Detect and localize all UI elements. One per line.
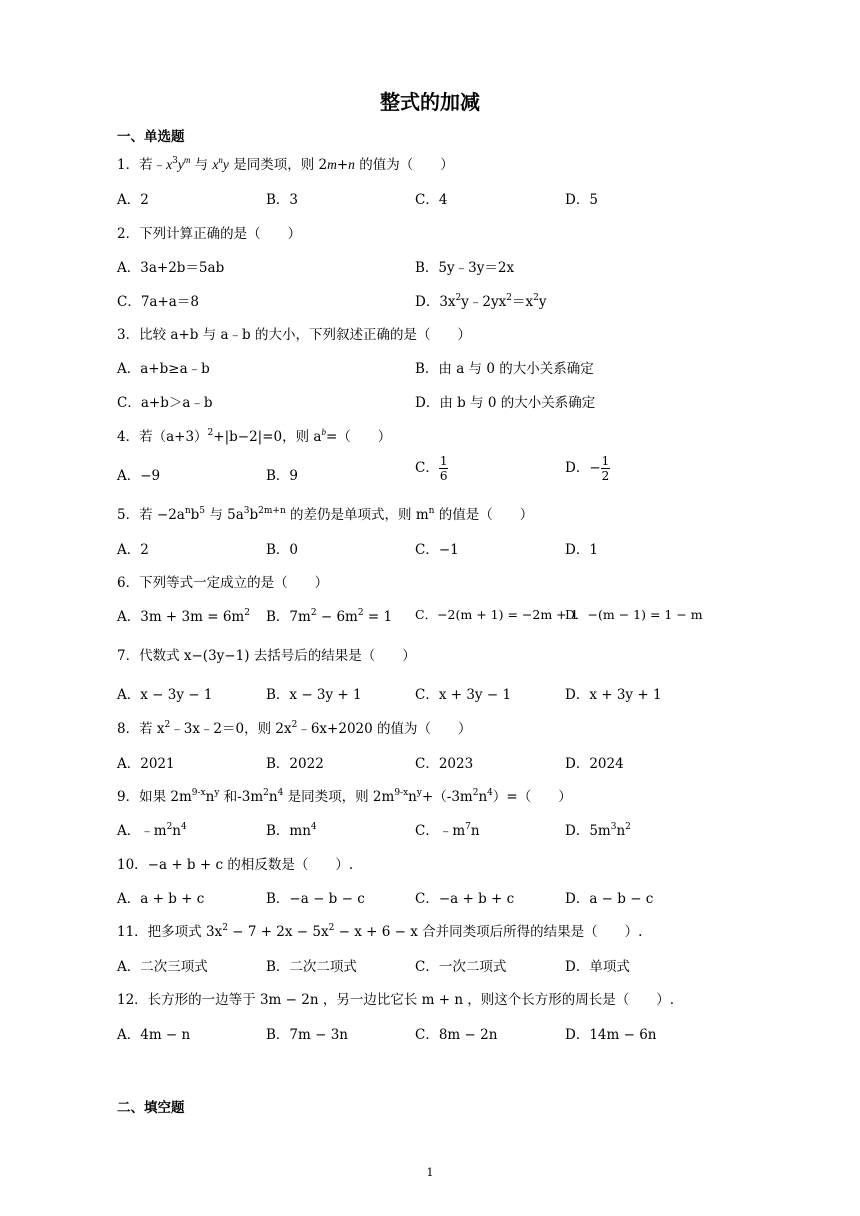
question-12: 12．长方形的一边等于 3m − 2n ，另一边比它长 m + n ，则这个长方形的周长是（ ）. (117, 992, 675, 1008)
q4-option-b: B．9 (266, 468, 299, 484)
question-7: 7．代数式 x−(3y−1) 去括号后的结果是（ ） (117, 648, 416, 664)
q10-option-a: A．a + b + c (117, 891, 205, 907)
q1-option-b: B．3 (266, 192, 299, 208)
q8-option-c: C．2023 (415, 756, 474, 772)
q2-option-a: A．3a+2b＝5ab (117, 260, 225, 276)
question-3: 3．比较 a+b 与 a﹣b 的大小，下列叙述正确的是（ ） (117, 327, 471, 343)
q2-option-d: D．$3x^2y﹣2yx^2=x^2y$ (415, 293, 547, 310)
q11-option-b: B．二次二项式 (266, 959, 357, 975)
q10-option-b: B．−a − b − c (266, 891, 365, 907)
q6-option-b: B．$7m^2 - 6m^2 = 1$ (266, 608, 393, 625)
q3-option-c: C．a+b＞a﹣b (117, 395, 213, 411)
q6-option-c: C．−2(m + 1) = −2m + 1 (415, 607, 579, 622)
q7-option-d: D．x + 3y + 1 (565, 687, 662, 703)
fraction: $\frac{1}{6}$ (439, 454, 448, 483)
q4-option-a: A．−9 (117, 468, 161, 484)
q7-option-c: C．x + 3y − 1 (415, 687, 512, 703)
q4-option-c: C． $\frac{1}{6}$ (415, 454, 448, 483)
q4-option-d: D．− $\frac{1}{2}$ (565, 454, 610, 483)
q1-option-c: C．4 (415, 192, 448, 208)
q10-option-c: C．−a + b + c (415, 891, 515, 907)
section-heading-single-choice: 一、单选题 (117, 129, 185, 145)
question-4: 4．若$(a+3)^2+|b-2|=0$，则 $a^b=$（ ） (117, 427, 392, 445)
q9-option-c: C．$﹣m^7n$ (415, 822, 480, 839)
q9-option-b: B．$mn^4$ (266, 822, 317, 839)
q10-option-d: D．a − b − c (565, 891, 654, 907)
q9-option-a: A．$﹣m^2n^4$ (117, 822, 187, 839)
question-2: 2．下列计算正确的是（ ） (117, 226, 302, 242)
q12-option-c: C．8m − 2n (415, 1027, 498, 1043)
q2-option-c: C．7a+a＝8 (117, 294, 199, 310)
q5-option-a: A．2 (117, 542, 149, 558)
q8-option-d: D．2024 (565, 756, 624, 772)
question-10: 10．−a + b + c 的相反数是（ ）. (117, 857, 354, 873)
q6-option-a: A．$3m + 3m = 6m^2$ (117, 608, 250, 625)
q12-option-a: A．4m − n (117, 1027, 191, 1043)
q5-option-c: C．−1 (415, 542, 459, 558)
section-heading-fill-in: 二、填空题 (117, 1100, 185, 1116)
q1-option-d: D．5 (565, 192, 598, 208)
q1-option-a: A．2 (117, 192, 149, 208)
q12-option-b: B．7m − 3n (266, 1027, 348, 1043)
page-number: 1 (426, 1166, 434, 1179)
question-9: 9．如果 $2m^{9-x}n^y$ 和$-3m^2n^4$ 是同类项，则 $2m^{9-x}n^y+(-3m^2n^4)=$（ ） (117, 788, 572, 805)
q5-option-d: D．1 (565, 542, 598, 558)
q8-option-b: B．2022 (266, 756, 324, 772)
q11-option-a: A．二次三项式 (117, 959, 208, 975)
question-5: 5．若 $-2a^nb^5$ 与 $5a^3b^{2m+n}$ 的差仍是单项式，则 $m^n$ 的值是（ ） (117, 506, 534, 523)
q3-option-d: D．由 b 与 0 的大小关系确定 (415, 395, 596, 411)
page-title: 整式的加减 (380, 90, 480, 114)
q2-option-b: B．5y﹣3y＝2x (415, 260, 515, 276)
q7-option-b: B．x − 3y + 1 (266, 687, 362, 703)
q8-option-a: A．2021 (117, 756, 175, 772)
q9-option-d: D．$5m^3n^2$ (565, 822, 631, 839)
question-1: 1．若$﹣x^3y^m$ 与 $x^ny$ 是同类项，则 2m+n 的值为（ ） (117, 155, 454, 173)
fraction: $\frac{1}{2}$ (601, 454, 610, 483)
q6-option-d: D．−(m − 1) = 1 − m (565, 607, 703, 622)
question-11: 11．把多项式 $3x^2 - 7 + 2x - 5x^2 - x + 6 - x$ 合并同类项后所得的结果是（ ）. (117, 923, 643, 940)
question-6: 6．下列等式一定成立的是（ ） (117, 575, 329, 591)
q11-option-c: C．一次二项式 (415, 959, 507, 975)
q3-option-b: B．由 a 与 0 的大小关系确定 (415, 361, 594, 377)
q12-option-d: D．14m − 6n (565, 1027, 657, 1043)
question-8: 8．若 $x^2﹣3x﹣2=0$，则 $2x^2﹣6x+2020$ 的值为（ ） (117, 720, 472, 737)
q5-option-b: B．0 (266, 542, 299, 558)
q7-option-a: A．x − 3y − 1 (117, 687, 213, 703)
q11-option-d: D．单项式 (565, 959, 630, 975)
q3-option-a: A．a+b≥a﹣b (117, 361, 210, 377)
